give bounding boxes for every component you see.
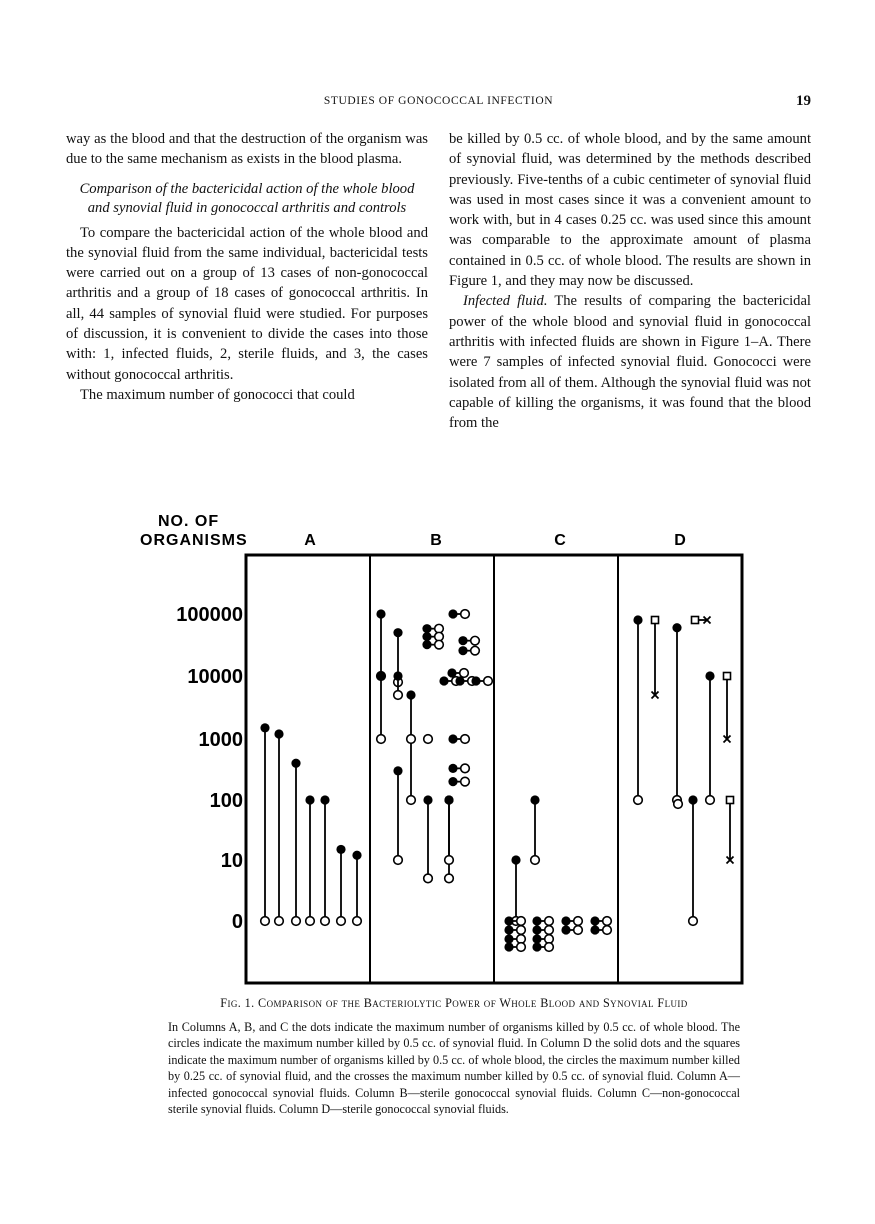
blood-dot bbox=[393, 628, 402, 637]
blood-dot bbox=[532, 916, 541, 925]
blood-dot bbox=[561, 916, 570, 925]
fluid-circle bbox=[674, 800, 683, 809]
fluid-circle bbox=[261, 917, 270, 926]
fluid-circle bbox=[706, 796, 715, 805]
blood-dot bbox=[448, 609, 457, 618]
blood-dot bbox=[320, 795, 329, 804]
fluid-circle bbox=[407, 796, 416, 805]
column-label-b: B bbox=[430, 532, 442, 549]
blood-dot bbox=[561, 925, 570, 934]
left-column bbox=[66, 129, 428, 405]
fluid-circle bbox=[689, 917, 698, 926]
fluid-circle bbox=[337, 917, 346, 926]
blood-square bbox=[652, 617, 659, 624]
left-paragraph-1: way as the blood and that the destruction of the organism was due to the same mechanism as exists in the blood plasma. bbox=[66, 131, 428, 168]
blood-dot bbox=[590, 925, 599, 934]
blood-dot bbox=[530, 795, 539, 804]
blood-dot bbox=[532, 925, 541, 934]
fluid-circle bbox=[377, 735, 386, 744]
right-paragraph-2-text: The results of comparing the bactericidal power of the whole blood and synovial fluid in gonococcal arthritis with infected fluids are shown in Figure 1–A. There were 7 samples of infected synovial fluid. Gonococci were isolated from all of them. Although the synovial fluid was not capable of killing the organisms, it was found that the blood from the bbox=[449, 293, 811, 432]
column-label-a: A bbox=[304, 532, 316, 549]
fluid-circle bbox=[603, 917, 612, 926]
fluid-circle bbox=[292, 917, 301, 926]
column-label-d: D bbox=[674, 532, 686, 549]
left-paragraph-2: To compare the bactericidal action of the whole blood and the synovial fluid from the same individual, bactericidal tests were carried out on a group of 13 cases of non-gonococcal arthritis and a group of 18 cases of gonococcal arthritis. In all, 44 samples of synovial fluid were studied. For purposes of discussion, it is convenient to divide the cases into those with: 1, infected fluids, 2, sterile fluids, and 3, the cases without gonococcal arthritis. bbox=[66, 224, 428, 383]
blood-dot bbox=[532, 942, 541, 951]
fluid-circle bbox=[545, 943, 554, 952]
fluid-circle bbox=[407, 735, 416, 744]
blood-square bbox=[724, 673, 731, 680]
fluid-circle bbox=[461, 777, 470, 786]
section-subheading: Comparison of the bactericidal action of the whole blood and synovial fluid in gonococcal arthritis and controls bbox=[79, 180, 415, 216]
blood-dot bbox=[448, 777, 457, 786]
blood-dot bbox=[439, 676, 448, 685]
blood-dot bbox=[532, 934, 541, 943]
fluid-circle bbox=[424, 874, 433, 883]
blood-square bbox=[727, 797, 734, 804]
y-tick-label: 1000 bbox=[198, 729, 243, 751]
fluid-circle bbox=[603, 926, 612, 935]
blood-dot bbox=[633, 615, 642, 624]
page-number: 19 bbox=[796, 93, 811, 109]
blood-dot bbox=[448, 764, 457, 773]
blood-dot bbox=[376, 609, 385, 618]
blood-dot bbox=[393, 671, 402, 680]
blood-square bbox=[692, 617, 699, 624]
blood-dot bbox=[504, 925, 513, 934]
fluid-circle bbox=[471, 646, 480, 655]
blood-dot bbox=[422, 624, 431, 633]
blood-dot bbox=[511, 855, 520, 864]
fluid-circle bbox=[275, 917, 284, 926]
blood-dot bbox=[672, 623, 681, 632]
blood-dot bbox=[504, 934, 513, 943]
figure-caption bbox=[168, 995, 740, 1118]
fluid-circle bbox=[394, 691, 403, 700]
blood-dot bbox=[504, 916, 513, 925]
fluid-circle bbox=[445, 856, 454, 865]
right-paragraph-1: be killed by 0.5 cc. of whole blood, and by the same amount of synovial fluid, was determined by the methods described previously. Five-tenths of a cubic centimeter of synovial fluid was used in most cases since it was a convenient amount to work with, but in 4 cases 0.25 cc. was used since this amount was comparable to the approximate amount of plasma contained in 0.5 cc. of whole blood. The results are shown in Figure 1, and they may now be discussed. bbox=[449, 131, 811, 290]
fluid-circle bbox=[394, 856, 403, 865]
figure-chart bbox=[130, 508, 790, 988]
fluid-circle bbox=[517, 917, 526, 926]
right-column bbox=[449, 129, 811, 433]
figure-1 bbox=[130, 508, 790, 988]
blood-dot bbox=[455, 676, 464, 685]
blood-dot bbox=[471, 676, 480, 685]
fluid-circle bbox=[484, 677, 493, 686]
fluid-circle bbox=[461, 735, 470, 744]
ylabel-line-2: ORGANISMS bbox=[140, 532, 248, 549]
blood-dot bbox=[376, 671, 385, 680]
blood-dot bbox=[406, 690, 415, 699]
blood-dot bbox=[260, 723, 269, 732]
running-title: STUDIES OF GONOCOCCAL INFECTION bbox=[323, 95, 554, 107]
fluid-circle bbox=[531, 856, 540, 865]
blood-dot bbox=[504, 942, 513, 951]
blood-dot bbox=[458, 636, 467, 645]
fluid-circle bbox=[321, 917, 330, 926]
fluid-circle bbox=[461, 764, 470, 773]
ylabel-line-1: NO. OF bbox=[158, 513, 220, 530]
fluid-circle bbox=[353, 917, 362, 926]
running-head bbox=[66, 93, 811, 113]
fluid-circle bbox=[574, 917, 583, 926]
y-tick-label: 10 bbox=[220, 850, 243, 872]
right-paragraph-2 bbox=[449, 291, 811, 433]
fluid-circle bbox=[435, 640, 444, 649]
caption-title: Fig. 1. Comparison of the Bacteriolytic Power of Whole Blood and Synovial Fluid bbox=[220, 996, 688, 1010]
caption-text: In Columns A, B, and C the dots indicate the maximum number of organisms killed by 0.5 cc. of whole blood. The circles indicate the maximum number killed by 0.5 cc. of synovial fluid. In Column D the solid dots and the squares indicate the maximum number of organisms killed by 0.5 cc. of whole blood, the circles the maximum number killed by 0.25 cc. of synovial fluid, and the crosses the maximum number killed by 0.5 cc. of synovial fluid. Column A—infected gonococcal synovial fluids. Column B—sterile gonococcal synovial fluids. Column C—non-gonococcal sterile synovial fluids. Column D—sterile gonococcal synovial fluids. bbox=[168, 1019, 740, 1116]
y-tick-label: 100000 bbox=[176, 604, 243, 626]
y-tick-label: 10000 bbox=[187, 666, 243, 688]
y-tick-label: 100 bbox=[209, 790, 243, 812]
blood-dot bbox=[393, 766, 402, 775]
fluid-circle bbox=[306, 917, 315, 926]
blood-dot bbox=[423, 795, 432, 804]
infected-fluid-heading: Infected fluid. bbox=[463, 293, 548, 310]
blood-dot bbox=[705, 671, 714, 680]
left-paragraph-3: The maximum number of gonococci that could bbox=[80, 386, 355, 403]
blood-dot bbox=[422, 632, 431, 641]
blood-dot bbox=[336, 845, 345, 854]
blood-dot bbox=[352, 851, 361, 860]
blood-dot bbox=[291, 759, 300, 768]
fluid-circle bbox=[461, 610, 470, 619]
fluid-circle bbox=[517, 943, 526, 952]
fluid-circle bbox=[634, 796, 643, 805]
blood-dot bbox=[422, 640, 431, 649]
y-tick-label: 0 bbox=[231, 911, 243, 933]
blood-dot bbox=[448, 734, 457, 743]
column-label-c: C bbox=[554, 532, 566, 549]
fluid-circle bbox=[424, 735, 433, 744]
blood-dot bbox=[688, 795, 697, 804]
fluid-circle bbox=[460, 669, 469, 678]
blood-dot bbox=[458, 646, 467, 655]
fluid-circle bbox=[517, 926, 526, 935]
fluid-circle bbox=[545, 926, 554, 935]
fluid-circle bbox=[471, 636, 480, 645]
blood-dot bbox=[305, 795, 314, 804]
fluid-circle bbox=[545, 917, 554, 926]
blood-dot bbox=[444, 795, 453, 804]
blood-dot bbox=[274, 729, 283, 738]
blood-dot bbox=[590, 916, 599, 925]
fluid-circle bbox=[574, 926, 583, 935]
fluid-circle bbox=[445, 874, 454, 883]
